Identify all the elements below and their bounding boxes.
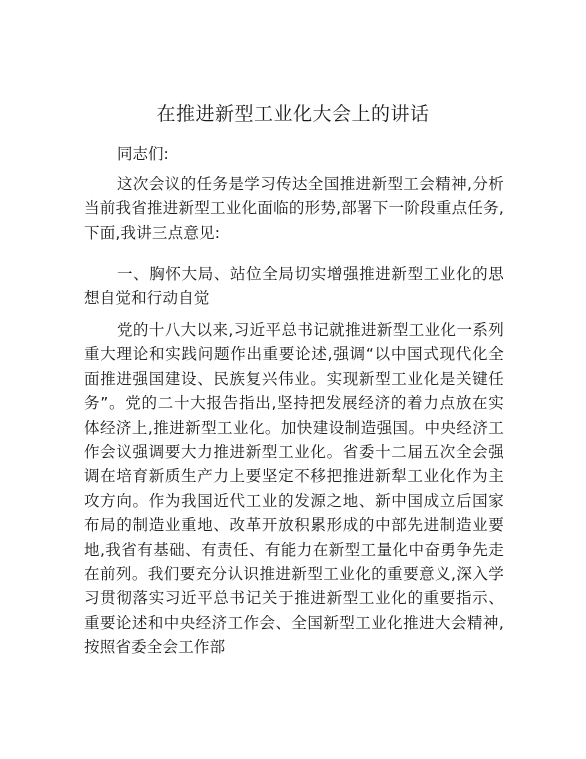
- section-heading-1: 一、胸怀大局、站位全局切实增强推进新型工业化的思想自觉和行动自觉: [84, 265, 504, 308]
- paragraph-intro: 这次会议的任务是学习传达全国推进新型工会精神,分析当前我省推进新型工业化面临的形势,部署下一阶段重点任务,下面,我讲三点意见:: [84, 175, 504, 242]
- paragraph-body: 党的十八大以来,习近平总书记就推进新型工业化一系列重大理论和实践问题作出重要论述,强调“以中国式现代化全面推进强国建设、民族复兴伟业。实现新型工业化是关键任务”。党的二十大报告指出,坚持把发展经济的着力点放在实体经济上,推进新型工业化。加快建设制造强国。中央经济工作会议强调要大力推进新型工业化。省委十二届五次全会强调在培育新质生产力上要坚定不移把推进新犁工业化作为主攻方向。作为我国近代工业的发源之地、新中国成立后国家布局的制造业重地、改革开放积累形成的中部先进制造业要地,我省有基础、有责任、有能力在新型工量化中奋勇争先走在前列。我们要充分认识推进新型工业化的重要意义,深入学习贯彻落实习近平总书记关于推进新型工业化的重要指示、重要论述和中央经济工作会、全国新型工业化推进大会精神,按照省委全会工作部: [84, 321, 504, 657]
- document-title: 在推进新型工业化大会上的讲话: [156, 103, 430, 125]
- salutation: 同志们:: [117, 145, 169, 163]
